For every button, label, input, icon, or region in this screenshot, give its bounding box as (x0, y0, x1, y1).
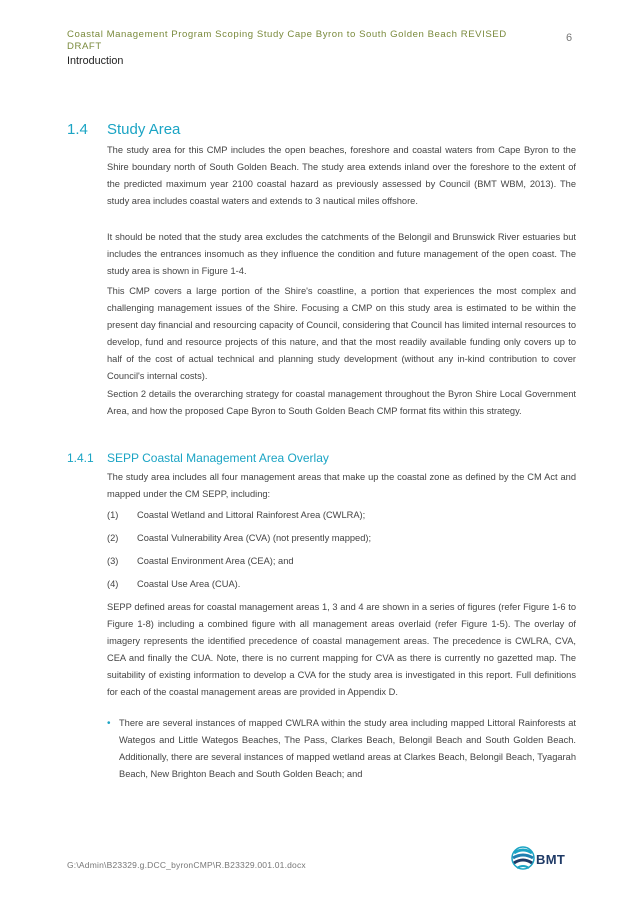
list-number: (3) (107, 556, 119, 566)
running-section-header: Introduction (67, 55, 124, 67)
subsection-number: 1.4.1 (67, 451, 94, 465)
paragraph: It should be noted that the study area excludes the catchments of the Belongil and Brunswick River estuaries but includes the entrances insomuch as they influence the condition and future management of the open coast. The study area is shown in Figure 1-4. (107, 232, 576, 276)
bullet-icon: • (107, 718, 111, 729)
bmt-globe-icon (510, 842, 536, 874)
section-title: Study Area (107, 121, 181, 138)
list-text: Coastal Vulnerability Area (CVA) (not presently mapped); (137, 533, 372, 543)
subsection-title: SEPP Coastal Management Area Overlay (107, 451, 329, 465)
list-number: (4) (107, 579, 119, 589)
footer-file-path: G:\Admin\B23329.g.DCC_byronCMP\R.B23329.001.01.docx (67, 860, 306, 870)
bmt-logo (510, 842, 580, 874)
list-text: Coastal Environment Area (CEA); and (137, 556, 294, 566)
paragraph: The study area for this CMP includes the open beaches, foreshore and coastal waters from Cape Byron to the Shire boundary north of South Golden Beach. The study area extends inland over the foreshore to the extent of the predicted maximum year 2100 coastal hazard as previously assessed by Council (BMT WBM, 2013). The study area includes coastal waters and extends to 3 nautical miles offshore. (107, 145, 576, 206)
paragraph: This CMP covers a large portion of the Shire's coastline, a portion that experiences the most complex and challenging management issues of the Shire. Focusing a CMP on this study area is estimated to be within the present day financial and resourcing capacity of Council, considering that Council has limited internal resources to develop, fund and resource projects of this nature, and that the most readily available funding only covers up to half of the cost of actual technical and planning study development (without any in-kind contribution to cover Council's internal costs). (107, 286, 576, 381)
list-number: (2) (107, 533, 119, 543)
list-text: Coastal Wetland and Littoral Rainforest Area (CWLRA); (137, 510, 366, 520)
paragraph: The study area includes all four management areas that make up the coastal zone as defined by the CM Act and mapped under the CM SEPP, including: (107, 472, 576, 499)
bullet-text: There are several instances of mapped CWLRA within the study area including mapped Littoral Rainforests at Wategos and Little Wategos Beaches, The Pass, Clarkes Beach, Belongil Beach and South Golden Beach. Additionally, there are several instances of mapped wetland areas at Clarkes Beach, Belongil Beach, Tyagarah Beach, New Brighton Beach and South Golden Beach; and (119, 718, 576, 779)
list-number: (1) (107, 510, 119, 520)
paragraph: Section 2 details the overarching strategy for coastal management throughout the Byron Shire Local Government Area, and how the proposed Cape Byron to South Golden Beach CMP format fits within this strategy. (107, 389, 576, 416)
logo-text: BMT (536, 852, 566, 867)
section-number: 1.4 (67, 121, 88, 138)
list-text: Coastal Use Area (CUA). (137, 579, 241, 589)
paragraph: SEPP defined areas for coastal management areas 1, 3 and 4 are shown in a series of figures (refer Figure 1-6 to Figure 1-8) including a combined figure with all management areas overlaid (refer Figure 1-5). The overlay of imagery represents the identified precedence of coastal management areas. The precedence is CWLRA, CVA, CEA and finally the CUA. Note, there is no current mapping for CVA as there is currently no gazetted map. The suitability of existing information to develop a CVA for the study area is investigated in this report. Full definitions for each of the coastal management areas are provided in Appendix D. (107, 602, 576, 697)
document-title: Coastal Management Program Scoping Study Cape Byron to South Golden Beach REVISED DRAFT (67, 29, 507, 52)
page-number: 6 (566, 32, 573, 44)
